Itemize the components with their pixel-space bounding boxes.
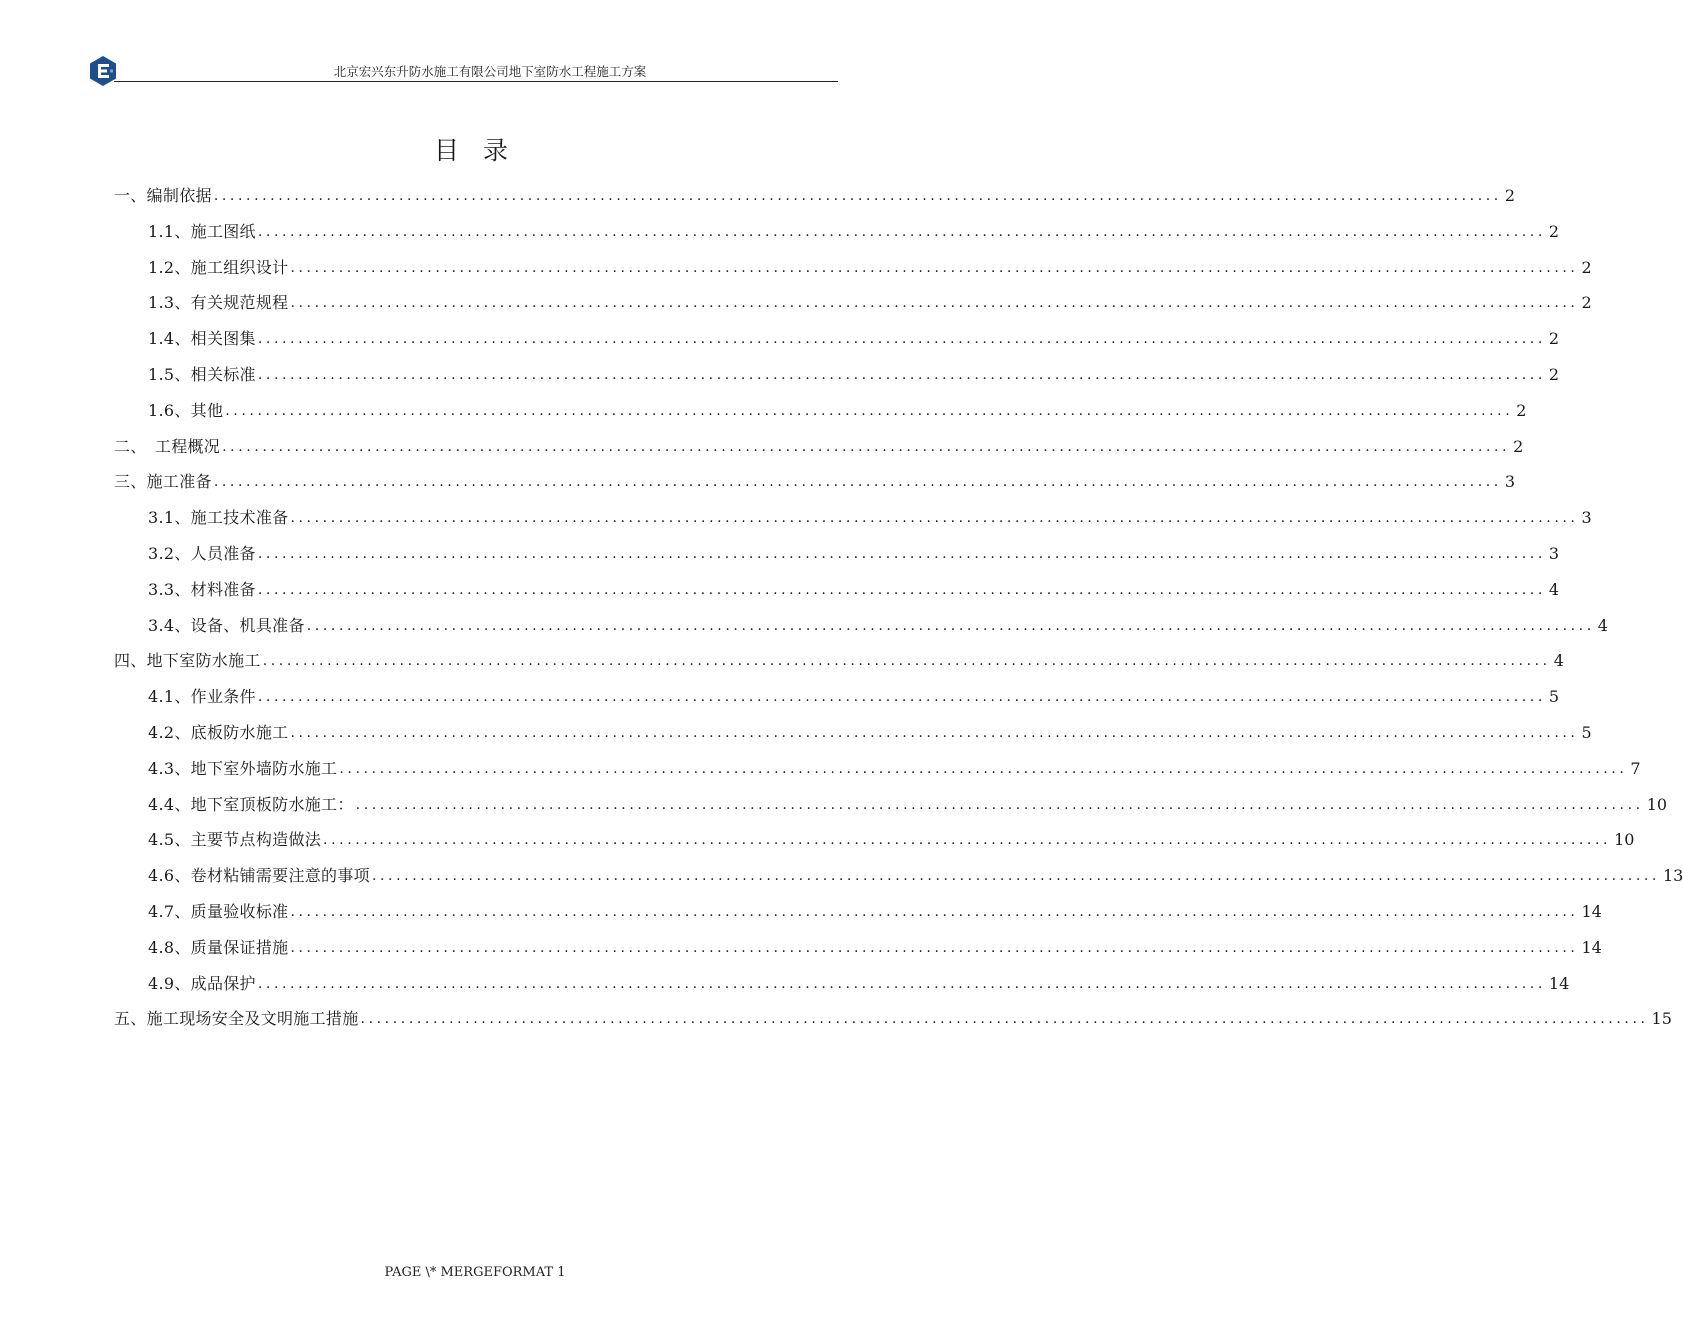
toc-entry-label: 4.5、主要节点构造做法 xyxy=(148,830,322,850)
toc-entry[interactable] xyxy=(148,786,1668,816)
toc-leader-dots: ................................................................................................................................................................ xyxy=(306,617,1595,634)
toc-entry[interactable] xyxy=(148,607,1608,637)
toc-leader-dots: ................................................................................................................................................................ xyxy=(323,832,1612,849)
toc-entry[interactable] xyxy=(148,356,1560,386)
toc-entry[interactable] xyxy=(148,571,1560,601)
toc-entry-page: 3 xyxy=(1548,544,1560,563)
toc-entry-label: 4.8、质量保证措施 xyxy=(148,937,289,957)
toc-entry[interactable] xyxy=(148,499,1592,529)
toc-entry-page: 2 xyxy=(1516,400,1527,420)
toc-leader-dots: ................................................................................................................................................................ xyxy=(339,760,1628,777)
toc-entry-page: 13 xyxy=(1662,866,1683,886)
toc-leader-dots: ................................................................................................................................................................ xyxy=(290,939,1579,956)
toc-entry[interactable] xyxy=(148,249,1592,279)
toc-leader-dots: ................................................................................................................................................................ xyxy=(371,868,1660,885)
toc-leader-dots: ................................................................................................................................................................ xyxy=(222,438,1511,455)
toc-leader-dots: ................................................................................................................................................................ xyxy=(225,402,1514,419)
toc-entry[interactable] xyxy=(148,535,1560,565)
toc-entry[interactable] xyxy=(148,965,1570,995)
toc-entry[interactable] xyxy=(148,284,1592,314)
toc-entry-page: 2 xyxy=(1581,257,1592,277)
toc-entry-page: 10 xyxy=(1614,830,1635,850)
toc-heading: 目 录 xyxy=(434,136,516,165)
toc-entry-page: 7 xyxy=(1630,758,1641,778)
toc-entry[interactable] xyxy=(148,392,1527,422)
toc-entry[interactable] xyxy=(114,177,1516,207)
toc-entry-page: 5 xyxy=(1548,687,1560,707)
toc-entry-page: 3 xyxy=(1504,472,1516,492)
toc-entry-page: 4 xyxy=(1597,615,1608,635)
toc-entry[interactable] xyxy=(148,714,1592,744)
toc-entry[interactable] xyxy=(148,678,1560,708)
toc-entry-page: 3 xyxy=(1581,508,1592,528)
toc-entry-page: 5 xyxy=(1581,723,1592,742)
toc-entry-page: 15 xyxy=(1651,1009,1672,1029)
toc-entry-label: 三、施工准备 xyxy=(114,472,212,492)
toc-entry[interactable] xyxy=(148,857,1683,887)
toc-entry-label: 1.4、相关图集 xyxy=(148,329,256,349)
toc-entry[interactable] xyxy=(148,929,1602,959)
toc-entry-label: 3.1、施工技术准备 xyxy=(148,508,289,528)
toc-entry[interactable] xyxy=(114,463,1516,493)
toc-entry-label: 4.3、地下室外墙防水施工 xyxy=(148,758,338,778)
page-footer: PAGE \* MERGEFORMAT 1 xyxy=(384,1265,566,1280)
toc-entry[interactable] xyxy=(148,213,1560,243)
toc-entry-page: 2 xyxy=(1581,293,1592,313)
toc-leader-dots: ................................................................................................................................................................ xyxy=(262,653,1551,670)
toc-entry-label: 4.6、卷材粘铺需要注意的事项 xyxy=(148,866,370,886)
toc-entry-label: 四、地下室防水施工 xyxy=(114,651,261,671)
toc-entry[interactable] xyxy=(114,428,1524,458)
toc-entry-page: 14 xyxy=(1581,937,1602,957)
toc-entry-label: 4.2、底板防水施工 xyxy=(148,723,289,742)
toc-entry-label: 二、 工程概况 xyxy=(114,436,221,456)
toc-entry-label: 1.3、有关规范规程 xyxy=(148,293,289,313)
toc-leader-dots: ................................................................................................................................................................ xyxy=(257,546,1546,562)
toc-entry-label: 1.6、其他 xyxy=(148,400,224,420)
toc-leader-dots: ................................................................................................................................................................ xyxy=(257,689,1546,706)
toc-leader-dots: ................................................................................................................................................................ xyxy=(290,259,1579,276)
toc-entry-label: 3.3、材料准备 xyxy=(148,579,256,599)
toc-leader-dots: ................................................................................................................................................................ xyxy=(213,188,1502,204)
header-title: 北京宏兴东升防水施工有限公司地下室防水工程施工方案 xyxy=(333,64,647,79)
toc-leader-dots: ................................................................................................................................................................ xyxy=(290,904,1579,920)
toc-entry[interactable] xyxy=(148,821,1635,851)
toc-leader-dots: ................................................................................................................................................................ xyxy=(360,1011,1649,1028)
toc-entry-label: 1.5、相关标准 xyxy=(148,365,256,384)
toc-leader-dots: ................................................................................................................................................................ xyxy=(257,223,1546,240)
toc-leader-dots: ................................................................................................................................................................ xyxy=(290,510,1579,527)
toc-entry-page: 4 xyxy=(1553,651,1564,671)
toc-entry-label: 4.7、质量验收标准 xyxy=(148,902,289,921)
toc-entry[interactable] xyxy=(148,320,1560,350)
toc-entry[interactable] xyxy=(148,750,1641,780)
toc-entry-label: 一、编制依据 xyxy=(114,186,212,205)
header-divider xyxy=(114,81,838,82)
toc-leader-dots: ................................................................................................................................................................ xyxy=(290,725,1579,741)
toc-entry-page: 2 xyxy=(1513,436,1524,456)
toc-leader-dots: ................................................................................................................................................................ xyxy=(213,474,1502,491)
toc-leader-dots: ................................................................................................................................................................ xyxy=(257,581,1546,598)
toc-entry-label: 4.9、成品保护 xyxy=(148,973,256,993)
toc-entry[interactable] xyxy=(114,642,1564,672)
toc-leader-dots: ................................................................................................................................................................ xyxy=(355,796,1644,813)
toc-entry-label: 3.4、设备、机具准备 xyxy=(148,615,305,635)
toc-entry-page: 14 xyxy=(1581,902,1602,921)
company-logo-icon xyxy=(89,55,117,87)
toc-entry-label: 4.1、作业条件 xyxy=(148,687,256,707)
toc-entry-page: 14 xyxy=(1548,973,1570,993)
toc-leader-dots: ................................................................................................................................................................ xyxy=(257,331,1546,348)
toc-leader-dots: ................................................................................................................................................................ xyxy=(257,367,1546,383)
toc-leader-dots: ................................................................................................................................................................ xyxy=(290,295,1579,312)
toc-entry-label: 五、施工现场安全及文明施工措施 xyxy=(114,1009,359,1029)
toc-entry-page: 10 xyxy=(1646,794,1668,814)
toc-entry[interactable] xyxy=(114,1000,1672,1030)
toc-entry-label: 1.1、施工图纸 xyxy=(148,221,256,241)
toc-entry-page: 2 xyxy=(1548,329,1560,349)
toc-entry-label: 3.2、人员准备 xyxy=(148,544,256,563)
toc-entry-page: 2 xyxy=(1548,365,1560,384)
toc-entry-page: 2 xyxy=(1504,186,1516,205)
toc-entry-label: 4.4、地下室顶板防水施工： xyxy=(148,794,354,814)
toc-entry-label: 1.2、施工组织设计 xyxy=(148,257,289,277)
toc-entry[interactable] xyxy=(148,893,1602,923)
toc-leader-dots: ................................................................................................................................................................ xyxy=(257,975,1546,992)
toc-entry-page: 4 xyxy=(1548,579,1560,599)
toc-entry-page: 2 xyxy=(1548,221,1560,241)
